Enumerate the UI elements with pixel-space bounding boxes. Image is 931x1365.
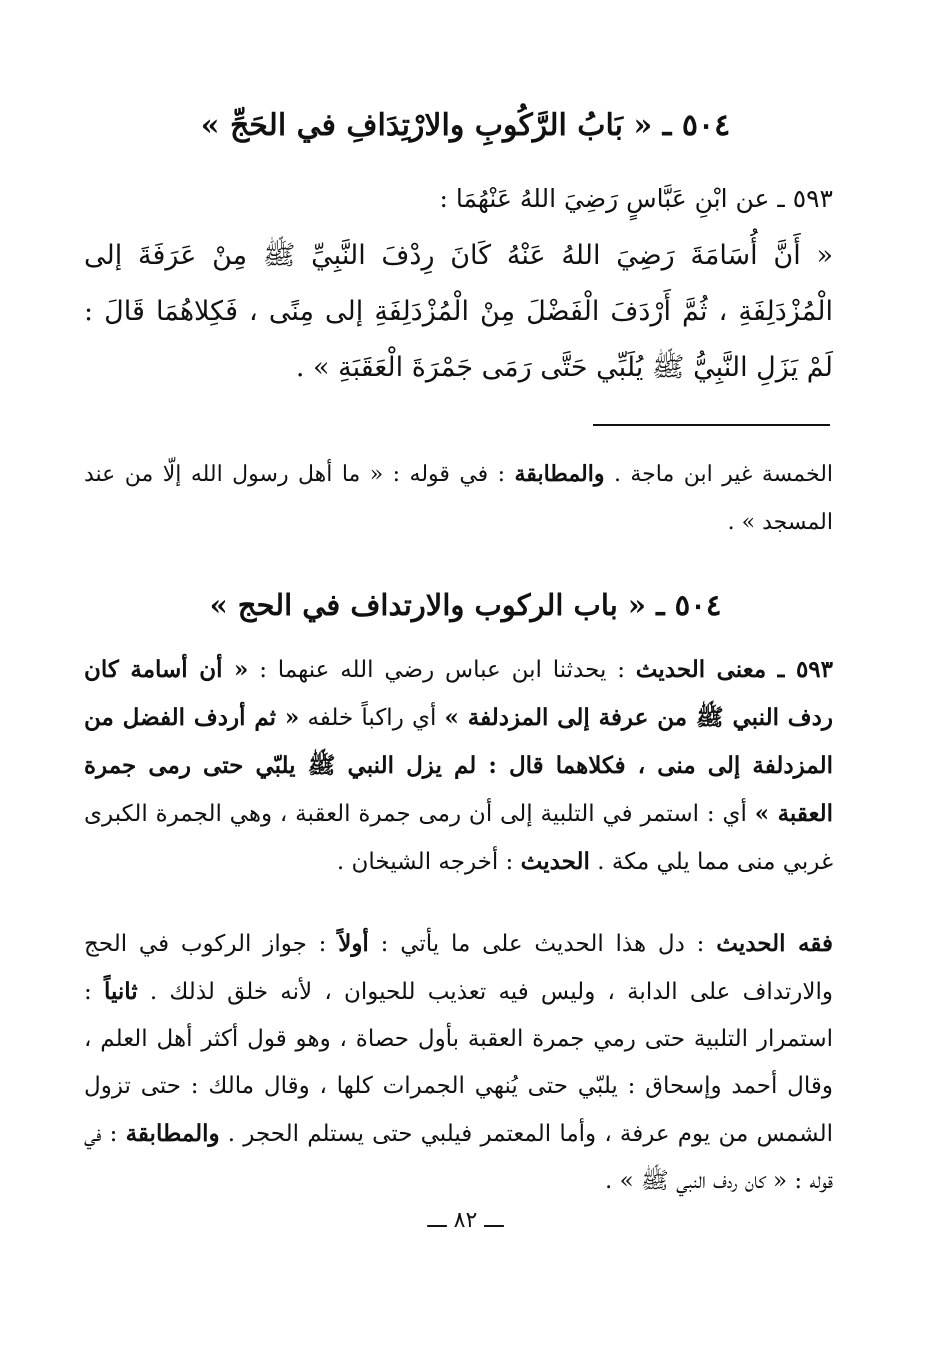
meaning-label: ٥٩٣ ـ معنى الحديث xyxy=(635,656,833,683)
footnote xyxy=(84,450,833,547)
page-number: ـــ ٨٢ ـــ xyxy=(427,1208,504,1233)
paragraph-text: : يحدثنا ابن عباس رضي الله عنهما : xyxy=(259,657,625,683)
fiqh-label: فقه الحديث xyxy=(716,930,834,957)
fiqh-paragraph xyxy=(84,920,833,1205)
hadith-chapter-title: ٥٠٤ ـ « بَابُ الرَّكُوبِ والارْتِدَافِ في الحَجِّ » xyxy=(200,108,731,143)
paragraph-text: : في قوله : « كان ردف النبي ﷺ » . xyxy=(84,1121,833,1194)
paragraph-text: : جواز الركوب في الحج والارتداف على الدابة ، وليس فيه تعذيب للحيوان ، لأنه خلق لذلك . xyxy=(84,931,834,1005)
quoted-hadith: « ثم أردف الفضل من المزدلفة إلى منى ، فكلاهما قال : لم يزل النبي ﷺ يلبّي حتى رمى جمرة العقبة » xyxy=(84,704,833,827)
paragraph-text: : دل هذا الحديث على ما يأتي : xyxy=(380,931,705,957)
source-label: الحديث xyxy=(520,848,590,875)
hadith-meaning-paragraph xyxy=(84,646,833,886)
paragraph-text: أي : استمر في التلبية إلى أن رمى جمرة العقبة ، وهي الجمرة الكبرى غربي منى مما يلي مكة . xyxy=(84,801,833,875)
footnote-text: الخمسة غير ابن ماجة . xyxy=(613,462,834,487)
paragraph-text: أي راكباً خلفه xyxy=(307,705,437,731)
first-point-label: أولاً xyxy=(338,930,369,957)
quoted-hadith: « أن أسامة كان ردف النبي ﷺ من عرفة إلى المزدلفة » xyxy=(84,656,834,731)
paragraph-text: : أخرجه الشيخان . xyxy=(336,849,514,875)
hadith-narrator-line: ٥٩٣ ـ عن ابْنِ عَبَّاسٍ رَضِيَ اللهُ عَنْهُمَا : xyxy=(439,184,833,213)
match-label: والمطابقة xyxy=(125,1120,220,1147)
hadith-text: « أَنَّ أُسَامَةَ رَضِيَ اللهُ عَنْهُ كَانَ رِدْفَ النَّبِيِّ ﷺ مِنْ عَرَفَةَ إلى الْمُزْدَلِفَةِ ، ثُمَّ أَرْدَفَ الْفَضْلَ مِنْ الْمُزْدَلِفَةِ إلى مِنًى ، فَكِلاهُمَا قَالَ : لَمْ يَزَلِ النَّبِيُّ ﷺ يُلَبِّي حَتَّى رَمَى جَمْرَةَ الْعَقَبَةِ » . xyxy=(84,240,833,383)
paragraph-text: : استمرار التلبية حتى رمي جمرة العقبة بأول حصاة ، وهو قول أكثر أهل العلم ، وقال أحمد وإسحاق : يلبّي حتى يُنهي الجمرات كلها ، وقال مالك : حتى تزول الشمس من يوم عرفة ، وأما المعتمر فيلبي حتى يستلم الحجر . xyxy=(84,979,834,1147)
footnote-divider xyxy=(593,424,830,426)
explanation-chapter-title: ٥٠٤ ـ « باب الركوب والارتداف في الحج » xyxy=(209,588,722,622)
footnote-text: : في قوله : « ما أهل رسول الله إلّا من عند المسجد » . xyxy=(84,462,833,535)
footnote-label: والمطابقة xyxy=(514,461,605,487)
second-point-label: ثانياً xyxy=(103,978,138,1005)
